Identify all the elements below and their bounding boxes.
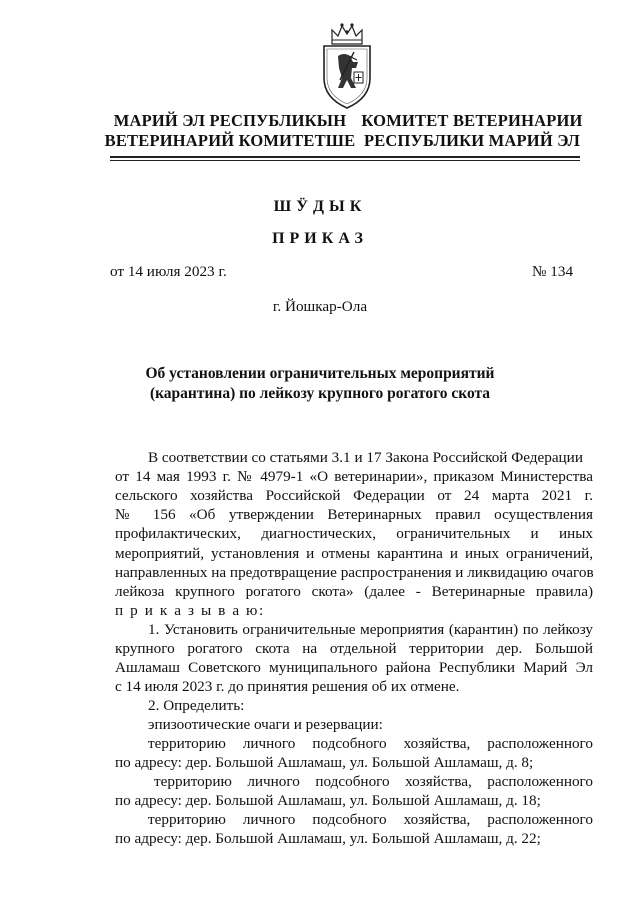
body-line-15: эпизоотические очаги и резервации: — [148, 716, 383, 733]
header-left — [100, 111, 360, 151]
body-line-18: территорию личного подсобного хозяйства, расположенного — [154, 773, 593, 790]
body-line-13: с 14 июля 2023 г. до принятия решения об их отмене. — [115, 678, 460, 695]
header-left-line-1: МАРИЙ ЭЛ РЕСПУБЛИКЫН — [113, 111, 347, 130]
body-line-1: В соответствии со статьями 3.1 и 17 Закона Российской Федерации — [148, 449, 583, 466]
body-line-9: п р и к а з ы в а ю: — [115, 602, 265, 619]
doc-title-line-1: Об установлении ограничительных мероприятий — [145, 365, 495, 382]
header-right-line-2: РЕСПУБЛИКИ МАРИЙ ЭЛ — [363, 131, 581, 150]
body-line-8: лейкоза крупного рогатого скота» (далее - Ветеринарные правила) — [115, 583, 593, 600]
header-divider-thick — [110, 156, 580, 158]
body-line-20: территорию личного подсобного хозяйства, расположенного — [148, 811, 593, 828]
doc-type-russian: ПРИКАЗ — [272, 230, 368, 247]
body-line-17: по адресу: дер. Большой Ашламаш, ул. Большой Ашламаш, д. 8; — [115, 754, 534, 771]
body-line-21: по адресу: дер. Большой Ашламаш, ул. Большой Ашламаш, д. 22; — [115, 830, 541, 847]
body-line-5: профилактических, диагностических, ограничительных и иных — [115, 525, 593, 542]
body-line-14: 2. Определить: — [148, 697, 245, 714]
body-line-7: направленных на предотвращение распространения и ликвидацию очагов — [115, 564, 594, 581]
body-line-3: сельского хозяйства Российской Федерации от 24 марта 2021 г. — [115, 487, 593, 504]
body-line-6: мероприятий, установления и отмены карантина и иных ограничений, — [115, 545, 593, 562]
coat-of-arms-icon — [318, 22, 376, 112]
header-right-line-1: КОМИТЕТ ВЕТЕРИНАРИИ — [361, 111, 583, 130]
header-left-line-2: ВЕТЕРИНАРИЙ КОМИТЕТШЕ — [104, 131, 356, 150]
body-line-19: по адресу: дер. Большой Ашламаш, ул. Большой Ашламаш, д. 18; — [115, 792, 541, 809]
doc-date: от 14 июля 2023 г. — [110, 263, 227, 280]
doc-number: № 134 — [532, 263, 574, 280]
doc-title-line-2: (карантина) по лейкозу крупного рогатого скота — [149, 385, 491, 402]
body-line-4: № 156 «Об утверждении Ветеринарных правил осуществления — [115, 506, 593, 523]
header-divider-thin — [110, 160, 580, 161]
body-line-11: крупного рогатого скота на отдельной территории дер. Большой — [115, 640, 593, 657]
doc-type-mari: ШӰДЫК — [273, 198, 367, 215]
doc-city: г. Йошкар-Ола — [272, 298, 368, 315]
body-line-16: территорию личного подсобного хозяйства, расположенного — [148, 735, 593, 752]
header-right — [356, 111, 588, 151]
body-line-12: Ашламаш Советского муниципального района Республики Марий Эл — [115, 659, 593, 676]
body-line-10: 1. Установить ограничительные мероприятия (карантин) по лейкозу — [148, 621, 593, 638]
doc-title — [0, 364, 640, 404]
body-line-2: от 14 мая 1993 г. № 4979-1 «О ветеринарии», приказом Министерства — [115, 468, 593, 485]
